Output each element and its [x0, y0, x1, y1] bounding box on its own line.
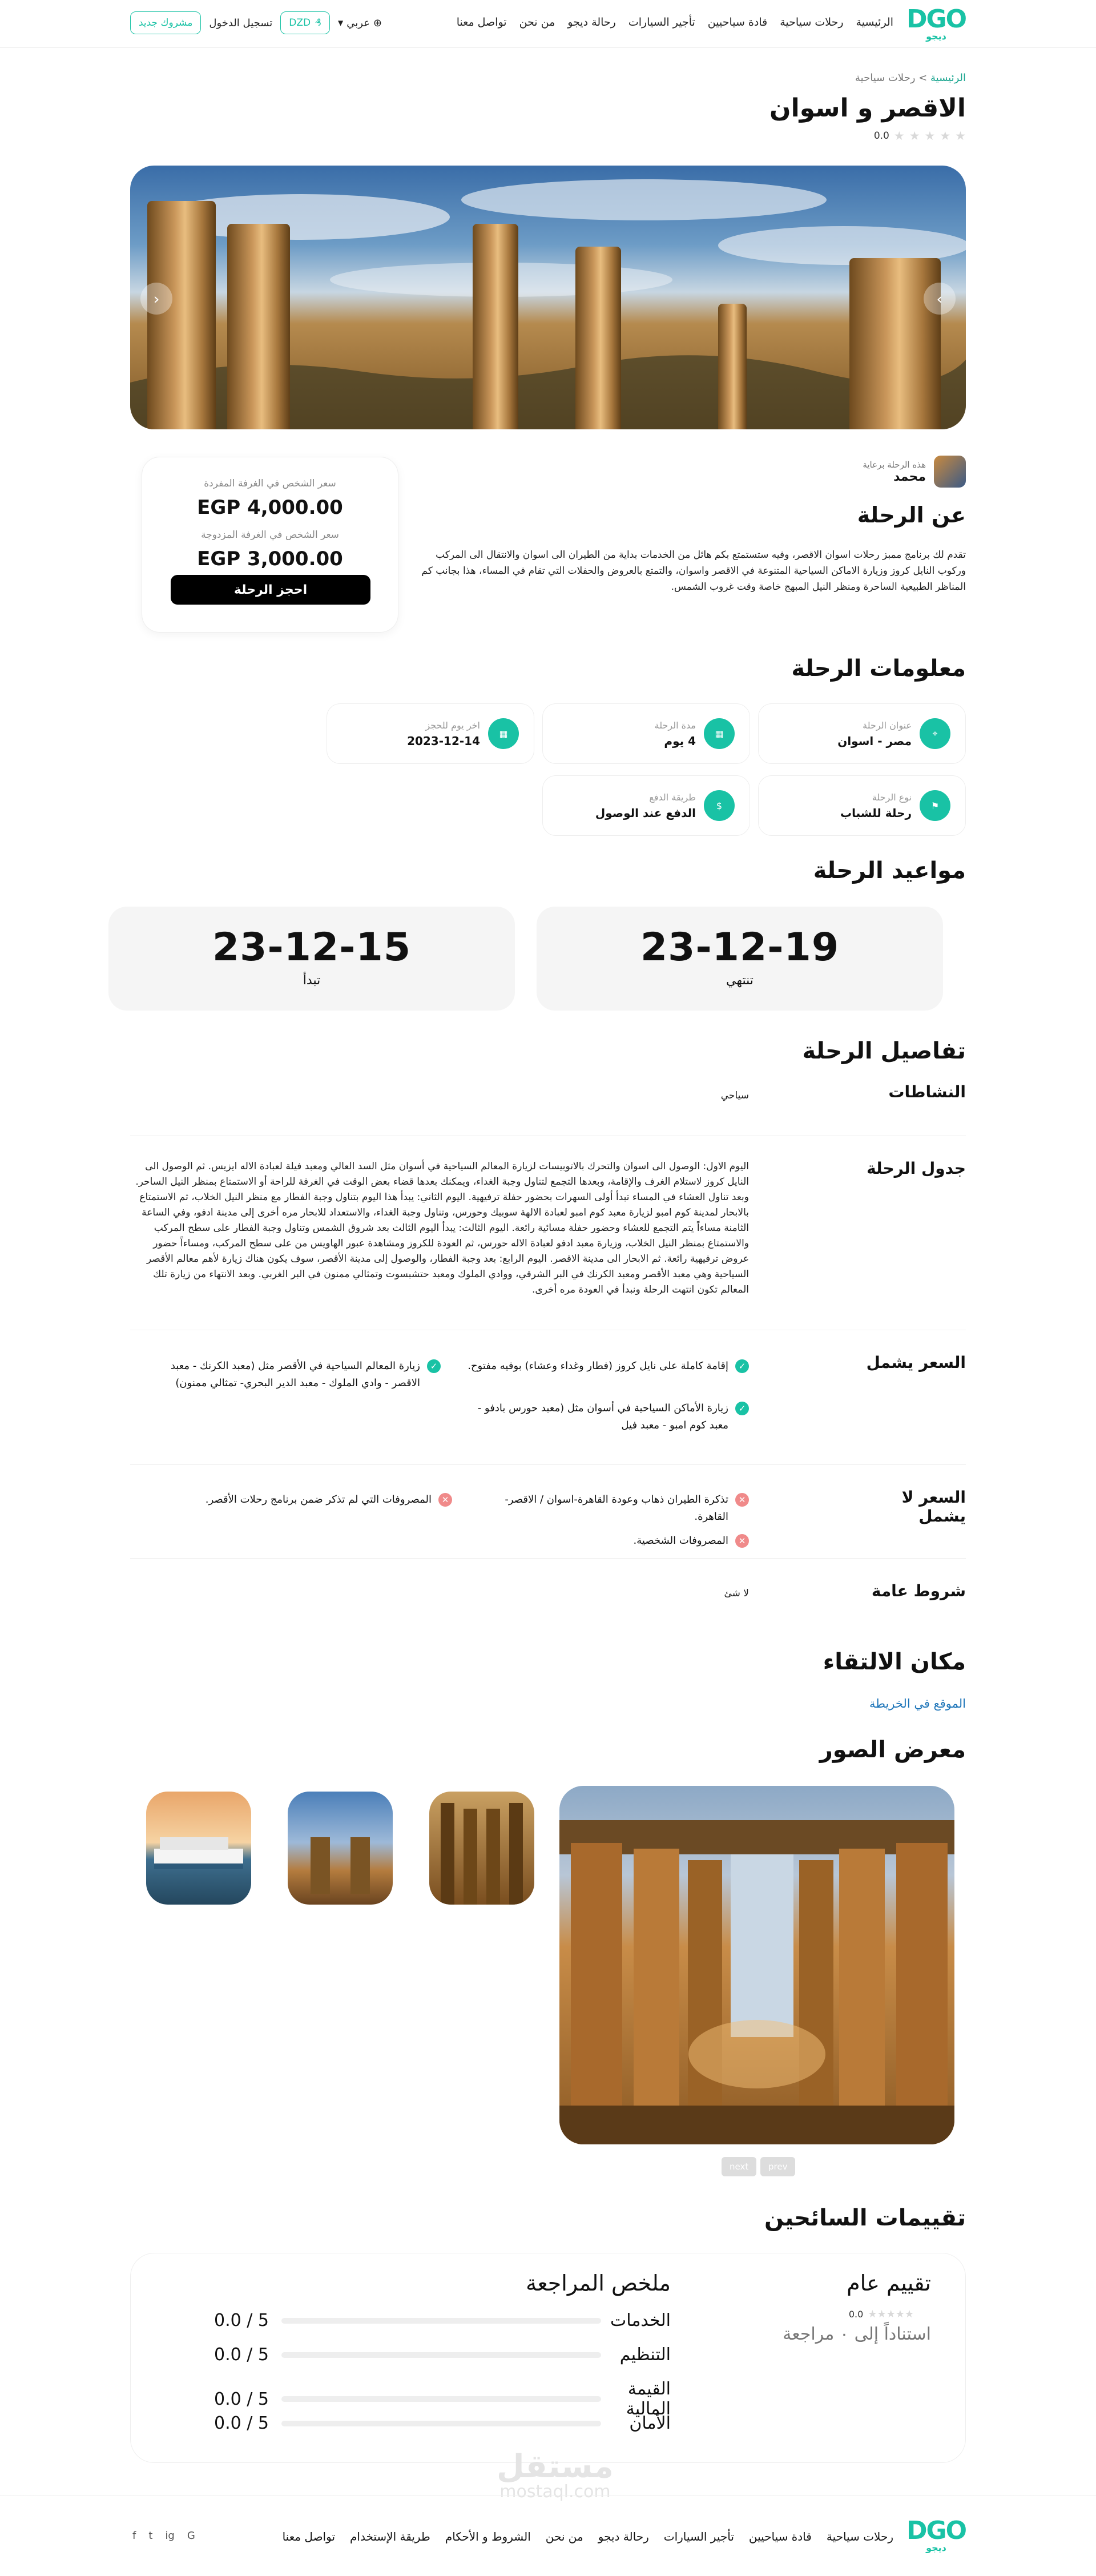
close-icon: ✕ — [438, 1493, 452, 1507]
overall-title: تقييم عام — [847, 2271, 931, 2296]
price-card — [142, 457, 398, 633]
site-footer — [0, 2495, 1096, 2576]
review-row — [214, 2413, 671, 2433]
info-card-label: طريقة الدفع — [649, 791, 696, 803]
close-icon: ✕ — [735, 1534, 749, 1548]
nav-tours[interactable]: رحلات سياحية — [780, 16, 844, 29]
chevron-right-icon: › — [936, 289, 943, 308]
gallery-thumb[interactable] — [288, 1792, 393, 1905]
info-card-duration — [542, 703, 750, 764]
cruise-thumb-illustration — [146, 1792, 251, 1905]
activities-label: النشاطات — [888, 1082, 966, 1101]
list-item — [464, 1400, 749, 1434]
nav-about[interactable]: من نحن — [519, 16, 555, 29]
breadcrumb — [855, 72, 966, 84]
gallery-prev-button[interactable]: prev — [760, 2157, 795, 2176]
rating-stars — [874, 129, 966, 143]
footer-link[interactable]: من نحن — [545, 2530, 583, 2543]
includes-item: زيارة الأماكن السياحية في أسوان مثل (معبد حورس بادفو - معبد كوم امبو - معبد فيل — [477, 1402, 728, 1431]
meeting-title: مكان الالتقاء — [823, 1649, 966, 1675]
obelisk — [718, 304, 747, 429]
hero-prev-button[interactable] — [140, 283, 172, 315]
footer-link[interactable]: الشروط و الأحكام — [445, 2530, 531, 2543]
list-item — [167, 1491, 452, 1526]
info-card-deadline — [327, 703, 534, 764]
terms-value: لا شئ — [724, 1588, 749, 1599]
excludes-list — [130, 1491, 749, 1549]
logo[interactable] — [906, 7, 966, 41]
logo-sub: ديجو — [926, 31, 946, 42]
star-icon: ★ — [909, 129, 920, 143]
chevron-left-icon: ‹ — [153, 289, 160, 308]
end-date: 23-12-19 — [640, 925, 840, 970]
instagram-icon[interactable]: ig — [165, 2530, 175, 2542]
itinerary-label: جدول الرحلة — [867, 1159, 966, 1178]
review-score: 0.0 / 5 — [214, 2389, 269, 2409]
list-item — [475, 1491, 749, 1526]
temple-column — [849, 258, 941, 429]
footer-link[interactable]: قادة سياحيين — [748, 2530, 812, 2543]
about-text: تقدم لك برنامج ممبز رحلات اسوان الاقصر، وفيه ستستمتع بكم هائل من الخدمات بداية من الطيران الى اسوان والانتقال الى المركب وركوب النايل كروز وزيارة الاماكن السياحية المتنوعة في الاقصر واسوان، والتمتع بالعروض والحفلات التي تقام في المساء، هذا بجانب كم المناظر الطبيعية الساحرة ومنظر النيل المبهج خاصة وقت غروب الشمس. — [421, 549, 966, 593]
gallery-thumb[interactable] — [429, 1792, 534, 1905]
review-label: القيمة المالية — [626, 2379, 671, 2419]
details-title: تفاصيل الرحلة — [802, 1038, 966, 1064]
star-icon: ★ — [940, 129, 951, 143]
overall-stars — [849, 2308, 914, 2320]
includes-list — [130, 1358, 749, 1434]
logo-mark: DGO — [906, 5, 966, 34]
sponsor-label: هذه الرحلة برعاية — [863, 459, 926, 470]
review-row — [214, 2345, 671, 2365]
rating-value: 0.0 — [873, 130, 889, 142]
breadcrumb-current: رحلات سياحية — [855, 72, 916, 84]
about-title: عن الرحلة — [857, 502, 966, 528]
reviews-card — [130, 2253, 966, 2463]
flag-icon: ⚑ — [920, 790, 950, 821]
nav-contact[interactable]: تواصل معنا — [456, 16, 507, 29]
check-icon: ✓ — [735, 1359, 749, 1373]
info-card-value: رحلة للشباب — [840, 806, 912, 820]
review-score: 0.0 / 5 — [214, 2345, 269, 2365]
excludes-item: المصروفات التي لم تذكر ضمن برنامج رحلات الأقصر. — [205, 1494, 432, 1506]
close-icon: ✕ — [735, 1493, 749, 1507]
footer-link[interactable]: رحالة ديجو — [598, 2530, 649, 2543]
info-card-value: مصر - اسوان — [837, 734, 912, 748]
review-row — [214, 2311, 671, 2331]
language-selector[interactable] — [338, 17, 382, 29]
temple-column — [227, 224, 290, 429]
watermark-en: mostaql.com — [499, 2482, 611, 2502]
check-icon: ✓ — [735, 1402, 749, 1415]
details-excludes-row — [130, 1465, 966, 1559]
review-bar — [281, 2421, 601, 2426]
new-project-button[interactable]: مشروك جديد — [130, 11, 201, 34]
end-date-label: تنتهي — [726, 973, 754, 988]
breadcrumb-home[interactable]: الرئيسية — [930, 72, 966, 84]
location-pin-icon: ⌖ — [920, 718, 950, 749]
reviews-title: تقييمات السائحين — [764, 2205, 966, 2231]
logo-mark: DGO — [906, 2516, 966, 2545]
book-trip-button[interactable]: احجز الرحلة — [171, 575, 370, 605]
footer-link[interactable]: رحلات سياحية — [826, 2530, 893, 2543]
includes-label: السعر يشمل — [866, 1353, 966, 1372]
details-includes-row — [130, 1330, 966, 1465]
main-nav — [457, 16, 893, 29]
gallery-next-button[interactable]: next — [722, 2157, 756, 2176]
colossi-thumb-illustration — [288, 1792, 393, 1905]
avatar — [934, 456, 966, 488]
watermark — [497, 2448, 614, 2502]
logo-sub: ديجو — [926, 2542, 946, 2553]
summary-title: ملخص المراجعة — [526, 2271, 671, 2296]
excludes-label: السعر لا يشمل — [901, 1488, 966, 1526]
info-card-value: 2023-12-14 — [407, 734, 480, 748]
review-bar — [281, 2396, 601, 2402]
info-card-value: الدفع عند الوصول — [595, 806, 696, 820]
twitter-icon[interactable]: t — [148, 2530, 153, 2542]
info-card-payment — [542, 775, 750, 836]
columns-thumb-illustration — [429, 1792, 534, 1905]
star-icon: ★ — [893, 129, 905, 143]
list-item — [464, 1358, 749, 1392]
end-date-box — [537, 907, 943, 1011]
calendar-icon: ▦ — [488, 718, 519, 749]
money-icon: $ — [704, 790, 735, 821]
gallery-title: معرض الصور — [819, 1737, 966, 1763]
details-itinerary-row — [130, 1136, 966, 1330]
currency-selector[interactable] — [280, 11, 330, 34]
review-score: 0.0 / 5 — [214, 2311, 269, 2331]
start-date-box — [108, 907, 515, 1011]
excludes-item: تذكرة الطيران ذهاب وعودة القاهرة-اسوان / الاقصر-القاهرة. — [505, 1494, 728, 1523]
review-label: الأمان — [629, 2413, 671, 2433]
facebook-icon[interactable]: f — [132, 2530, 136, 2542]
info-card-type — [758, 775, 966, 836]
double-room-label: سعر الشخص في الغرفة المزدوجة — [201, 529, 339, 541]
gallery-main-photo[interactable] — [559, 1786, 954, 2144]
list-item — [144, 1358, 441, 1392]
language-label: عربي — [346, 17, 370, 29]
nav-home[interactable]: الرئيسية — [856, 16, 893, 29]
watermark-ar: مستقل — [497, 2448, 614, 2485]
trip-sponsor — [863, 456, 966, 488]
overall-based-on: استناداً إلى ٠ مراجعة — [783, 2324, 931, 2344]
footer-link[interactable]: تواصل معنا — [282, 2530, 336, 2543]
single-room-price: EGP 4,000.00 — [197, 496, 343, 519]
calendar-icon: ▦ — [704, 718, 735, 749]
footer-nav — [283, 2530, 893, 2543]
terms-label: شروط عامة — [871, 1581, 966, 1600]
review-bar — [281, 2352, 601, 2358]
star-icon: ★★★★★ — [868, 2308, 914, 2320]
schedule-title: مواعيد الرحلة — [813, 858, 966, 884]
single-room-label: سعر الشخص في الغرفة المفردة — [204, 478, 336, 489]
excludes-item: المصروفات الشخصية. — [633, 1535, 728, 1547]
social-links — [132, 2530, 195, 2542]
currency-label: DZD — [289, 17, 311, 29]
globe-icon: ⊕ — [373, 17, 382, 29]
includes-item: إقامة كاملة على نايل كروز (فطار وغداء وعشاء) بوفيه مفتوح. — [468, 1360, 728, 1372]
nav-guides[interactable]: قادة سياحيين — [707, 16, 768, 29]
hero-image — [130, 166, 966, 429]
temple-column — [147, 201, 216, 429]
info-card-label: نوع الرحلة — [872, 791, 912, 803]
info-card-value: 4 يوم — [664, 734, 696, 748]
list-item — [475, 1532, 749, 1549]
currency-icon: ₰ — [315, 17, 321, 29]
details-activities-row — [130, 1073, 966, 1136]
sponsor-name[interactable]: محمد — [893, 469, 926, 484]
star-icon: ★ — [955, 129, 966, 143]
breadcrumb-sep: > — [918, 72, 928, 84]
hero-next-button[interactable] — [924, 283, 956, 315]
review-score: 0.0 / 5 — [214, 2413, 269, 2433]
chevron-down-icon: ▼ — [337, 19, 344, 27]
start-date-label: تبدأ — [303, 973, 321, 988]
footer-logo[interactable] — [906, 2518, 966, 2553]
site-header — [0, 0, 1096, 48]
page-title: الاقصر و اسوان — [769, 94, 966, 123]
info-title: معلومات الرحلة — [791, 655, 966, 682]
review-label: التنظيم — [619, 2345, 671, 2365]
info-card-label: اخر يوم للحجز — [425, 719, 480, 731]
temple-hall-illustration — [559, 1786, 954, 2144]
nav-car-rental[interactable]: تأجير السيارات — [628, 16, 695, 29]
temple-column — [575, 247, 621, 429]
overall-value: 0.0 — [848, 2309, 864, 2320]
start-date: 23-12-15 — [212, 925, 412, 970]
gallery-thumb[interactable] — [146, 1792, 251, 1905]
details-terms-row — [130, 1559, 966, 1627]
login-link[interactable]: تسجيل الدخول — [209, 17, 273, 29]
info-card-label: مدة الرحلة — [654, 719, 696, 731]
footer-link[interactable]: تأجير السيارات — [663, 2530, 734, 2543]
map-link[interactable]: الموقع في الخريطة — [869, 1697, 966, 1710]
review-label: الخدمات — [610, 2311, 671, 2331]
itinerary-text: اليوم الاول: الوصول الى اسوان والتحرك بالاتوبيسات لزيارة المعالم السياحية في أسوان مثل السد العالي ومعبد فيلة لعبادة الاله ايزيس. ثم الوصول الى النايل كروز لاستلام الغرف والإقامة، وبعدها التجمع لتناول وجبة الغداء، ويمكنك بعدها قضاء بعض الوقت في الغرفة للراحة أو الاستمتاع بمنظر النيل الساحر. وبعد تناول العشاء في المساء تبدأ أولى السهرات بحضور حفلة ترفيهية. اليوم الثاني: يبدأ هذا اليوم بتناول وجبة الفطار مع منظر النيل الخلاب، ثم الاستمتاع بالابحار لمدينة كوم امبو لزيارة معبد كوم امبو لعبادة الالهة سوبيك وحورس، وتناول وجبة الغداء، والاستعداد للابحار مره أخرى إلى مدينة ادفو، وفي الساعة الثامنة مساءاً يتم التجمع للعشاء وحضور حفلة مسائية رائعة. اليوم الثالث: يبدأ اليوم الثالث بعد شروق الشمس وتناول وجبة الفطار على سطح المركب والاستمتاع بمنظر النيل الخلاب، وزيارة معبد ادفو لعبادة الاله حورس، ثم العودة للكروز ومشاهدة عبور الهاويس من على سطح المركب، ومساءاً حضور عروض ترفيهية رائعة. ثم الابحار الى مدينة الاقصر. اليوم الرابع: بعد وجبة الفطار، والوصول إلى مدينة الأقصر، سوف يكون هناك زيارة لأهم معالم الأقصر السياحية وهي معبد الأقصر ومعبد الكرنك في البر الشرقي، ووادي الملوك ومعبد حتشبسوت وتمثالي ممنون في البر الغربي. وبعد الانتهاء من زيارة تلك المعالم تكون انتهت الرحلة ونبدأ في العودة مره أخرى. — [135, 1161, 749, 1295]
header-actions — [130, 11, 382, 34]
google-icon[interactable]: G — [187, 2530, 195, 2542]
review-bar — [281, 2318, 601, 2324]
includes-item: زيارة المعالم السياحية في الأقصر مثل (معبد الكرنك - معبد الاقصر - وادي الملوك - معبد الدير البحري- تمثالي ممنون) — [170, 1360, 420, 1389]
nav-travelers[interactable]: رحالة ديجو — [567, 16, 616, 29]
info-card-location — [758, 703, 966, 764]
temple-column — [473, 224, 518, 429]
check-icon: ✓ — [427, 1359, 441, 1373]
double-room-price: EGP 3,000.00 — [197, 548, 343, 570]
footer-link[interactable]: طريقة الإستخدام — [350, 2530, 430, 2543]
activities-value: سياحي — [720, 1090, 749, 1101]
info-card-label: عنوان الرحلة — [863, 719, 912, 731]
star-icon: ★ — [924, 129, 936, 143]
